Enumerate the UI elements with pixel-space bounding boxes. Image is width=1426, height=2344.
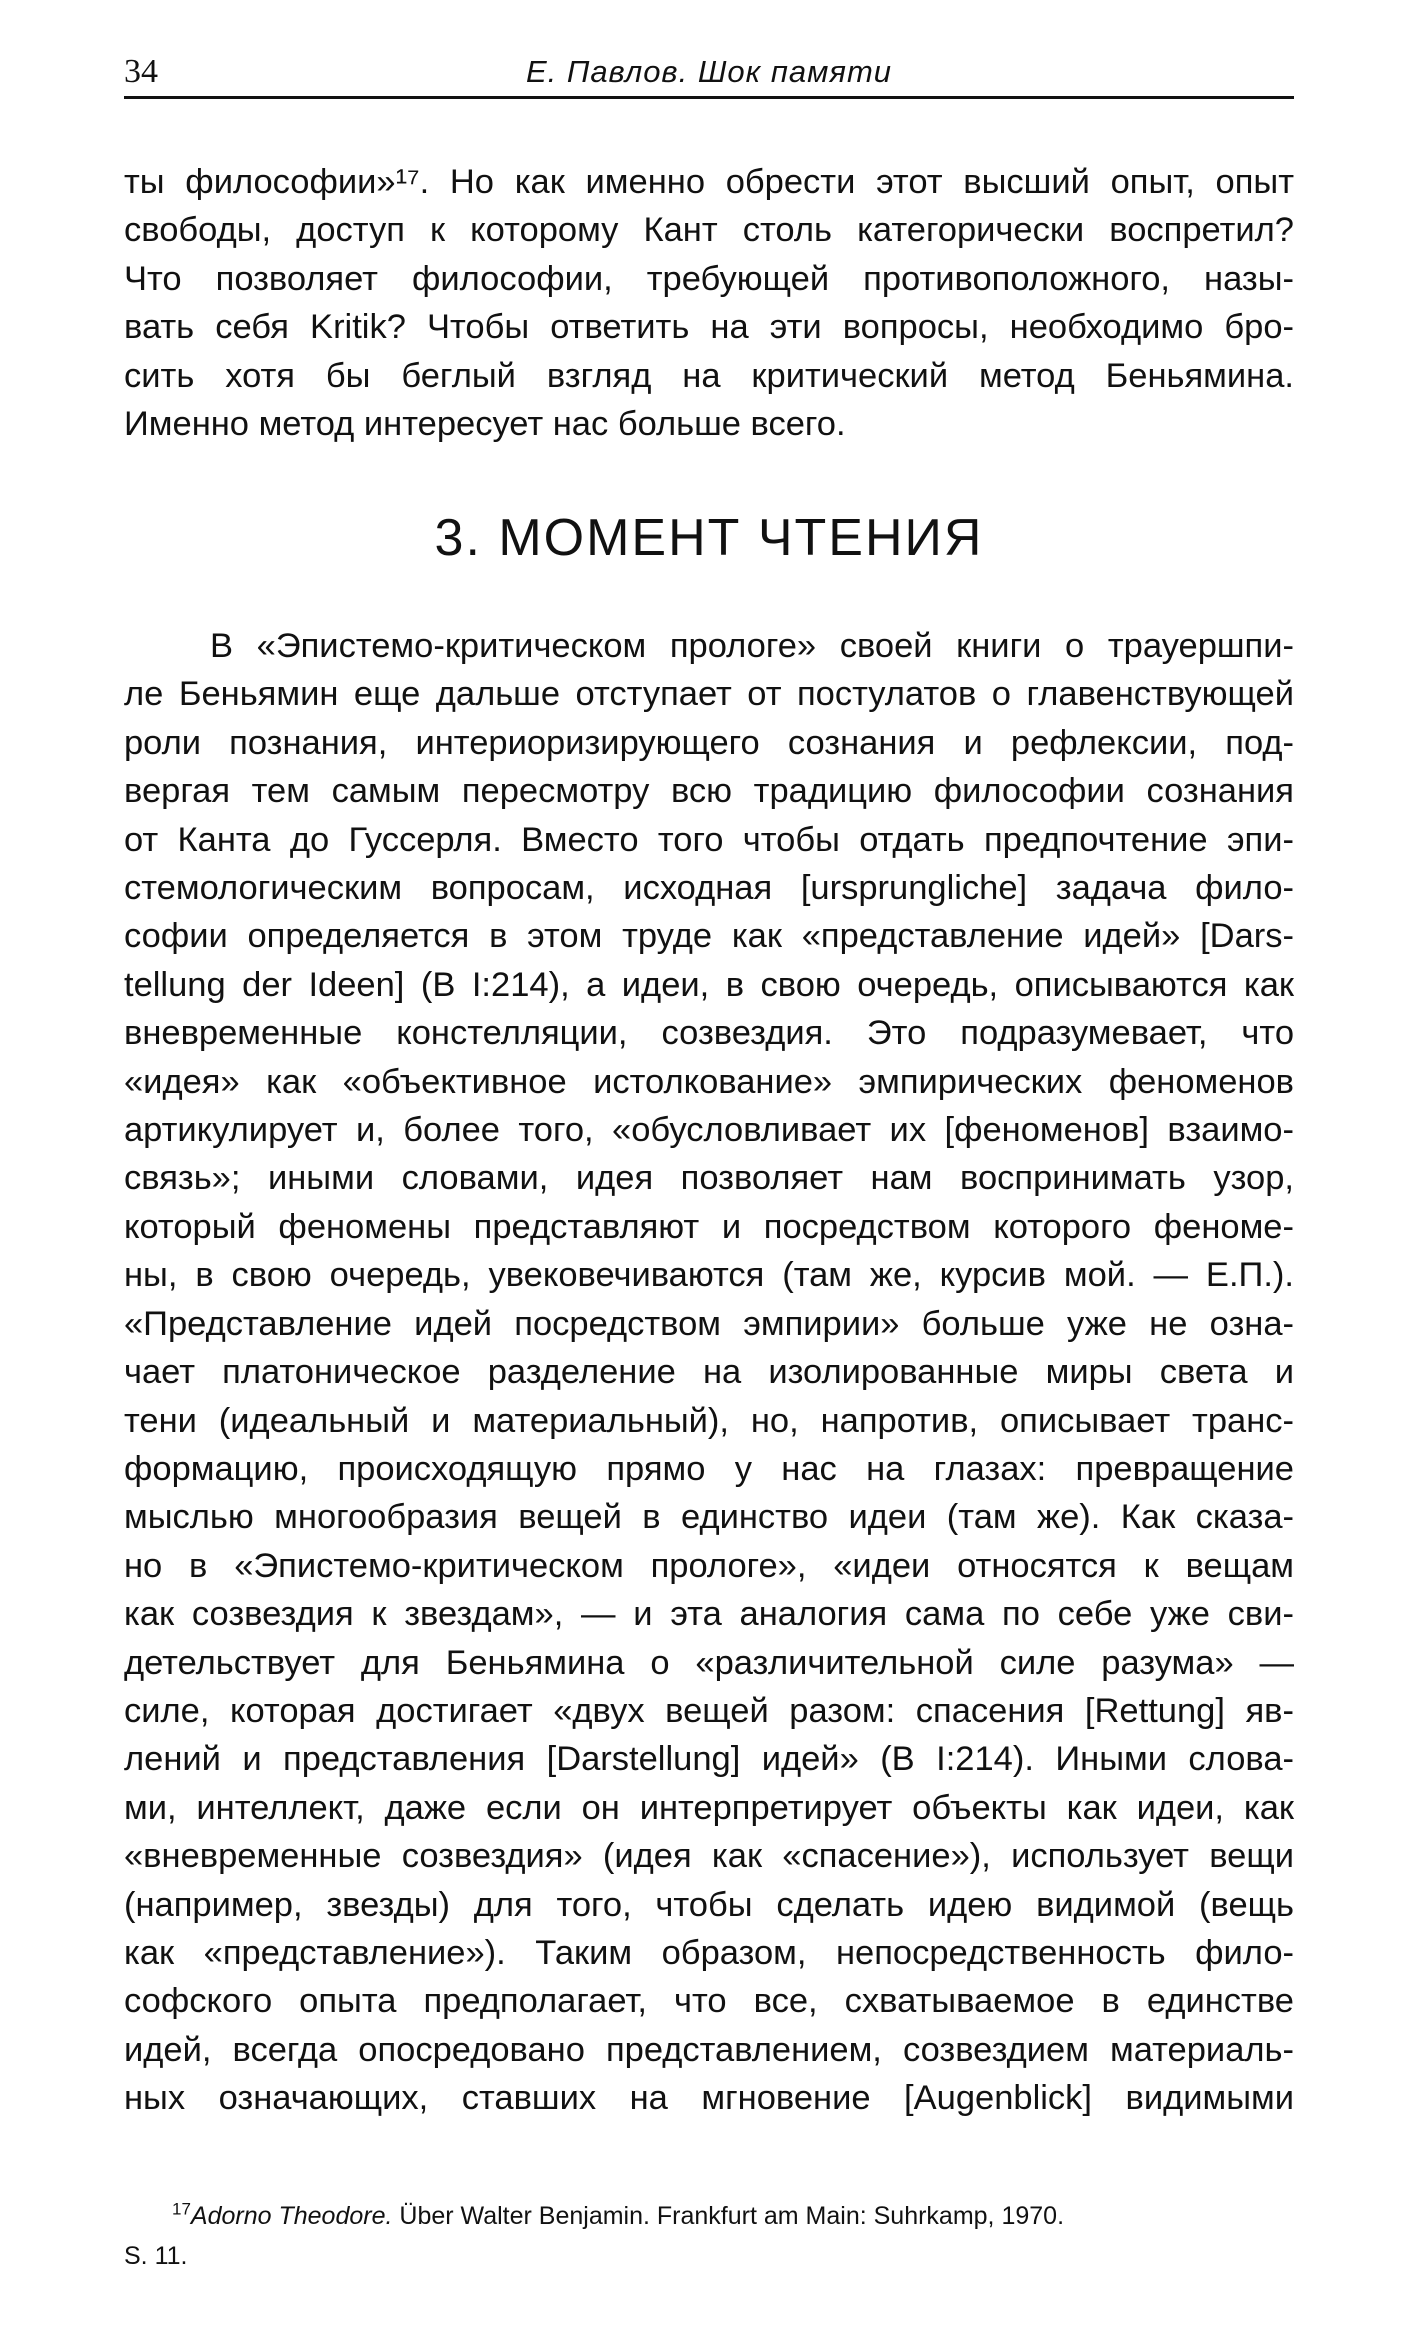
text-line: tellung der Ideen] (B I:214), а идеи, в свою очередь, описываются как	[124, 965, 1294, 1004]
text-line: тени (идеальный и материальный), но, напротив, описывает транс-	[124, 1401, 1294, 1440]
text-line: «Представление идей посредством эмпирии» больше уже не озна-	[124, 1304, 1294, 1343]
text-line: детельствует для Беньямина о «различительной силе разума» —	[124, 1643, 1294, 1682]
text-line: чает платоническое разделение на изолированные миры света и	[124, 1353, 1294, 1392]
text-line: от Канта до Гуссерля. Вместо того чтобы отдать предпочтение эпи-	[124, 820, 1294, 859]
text-line: но в «Эпистемо-критическом прологе», «идеи относятся к вещам	[124, 1546, 1294, 1585]
text-line: (например, звезды) для того, чтобы сделать идею видимой (вещь	[124, 1885, 1294, 1924]
text-line: вневременные констелляции, созвездия. Это подразумевает, что	[124, 1014, 1294, 1053]
footnote-continuation: S. 11.	[124, 2242, 188, 2270]
text-line: стемологическим вопросам, исходная [ursprungliche] задача фило-	[124, 869, 1294, 908]
header-rule	[124, 96, 1294, 99]
text-line: софского опыта предполагает, что все, схватываемое в единстве	[124, 1982, 1294, 2021]
text-line: сить хотя бы беглый взгляд на критический метод Беньямина.	[124, 356, 1294, 395]
section-heading: 3. МОМЕНТ ЧТЕНИЯ	[434, 509, 984, 567]
text-line: В «Эпистемо-критическом прологе» своей книги о трауершпи-	[210, 627, 1294, 665]
text-line: лений и представления [Darstellung] идей» (B I:214). Иными слова-	[124, 1740, 1294, 1779]
text-line: который феномены представляют и посредством которого феноме-	[124, 1207, 1294, 1246]
text-line: идей, всегда опосредовано представлением, созвездием материаль-	[124, 2030, 1294, 2069]
text-line: софии определяется в этом труде как «представление идей» [Dars-	[124, 917, 1294, 956]
page-number: 34	[124, 53, 158, 90]
text-line: силе, которая достигает «двух вещей разом: спасения [Rettung] яв-	[124, 1691, 1294, 1730]
text-line: свободы, доступ к которому Кант столь категорически воспретил?	[124, 211, 1294, 250]
text-line: ны, в свою очередь, увековечиваются (там же, курсив мой. — Е.П.).	[124, 1256, 1294, 1295]
text-line: как «представление»). Таким образом, непосредственность фило-	[124, 1933, 1294, 1972]
footnote-marker: 17	[172, 2199, 191, 2219]
text-line: Что позволяет философии, требующей противоположного, назы-	[124, 259, 1294, 298]
text-line: Именно метод интересует нас больше всего.	[124, 405, 846, 444]
text-line: роли познания, интериоризирующего сознания и рефлексии, под-	[124, 723, 1294, 762]
text-line: ле Беньямин еще дальше отступает от постулатов о главенствующей	[124, 675, 1294, 714]
text-line: вать себя Kritik? Чтобы ответить на эти вопросы, необходимо бро-	[124, 308, 1294, 347]
footnote-citation: Über Walter Benjamin. Frankfurt am Main: Suhrkamp, 1970.	[392, 2202, 1065, 2230]
text-line: вергая тем самым пересмотру всю традицию философии сознания	[124, 772, 1294, 811]
text-line: связь»; иными словами, идея позволяет нам воспринимать узор,	[124, 1159, 1294, 1198]
text-line: ми, интеллект, даже если он интерпретирует объекты как идеи, как	[124, 1788, 1294, 1827]
text-line: формацию, происходящую прямо у нас на глазах: превращение	[124, 1449, 1294, 1488]
text-line: ты философии»¹⁷. Но как именно обрести этот высший опыт, опыт	[124, 163, 1294, 201]
text-line: «вневременные созвездия» (идея как «спасение»), использует вещи	[124, 1837, 1294, 1876]
text-line: «идея» как «объективное истолкование» эмпирических феноменов	[124, 1062, 1294, 1101]
text-line: как созвездия к звездам», — и эта аналогия сама по себе уже сви-	[124, 1595, 1294, 1634]
text-line: мыслью многообразия вещей в единство идеи (там же). Как сказа-	[124, 1498, 1294, 1537]
text-line: ных означающих, ставших на мгновение [Augenblick] видимыми	[124, 2079, 1294, 2118]
footnote-line	[124, 2196, 1294, 2236]
body-paragraph	[124, 622, 1294, 2123]
footnote	[124, 2196, 1294, 2276]
text-line: артикулирует и, более того, «обусловливает их [феноменов] взаимо-	[124, 1111, 1294, 1150]
running-header	[124, 52, 1294, 102]
running-title: Е. Павлов. Шок памяти	[525, 54, 893, 89]
intro-paragraph	[124, 158, 1294, 448]
footnote-author: Adorno Theodore.	[190, 2202, 393, 2230]
